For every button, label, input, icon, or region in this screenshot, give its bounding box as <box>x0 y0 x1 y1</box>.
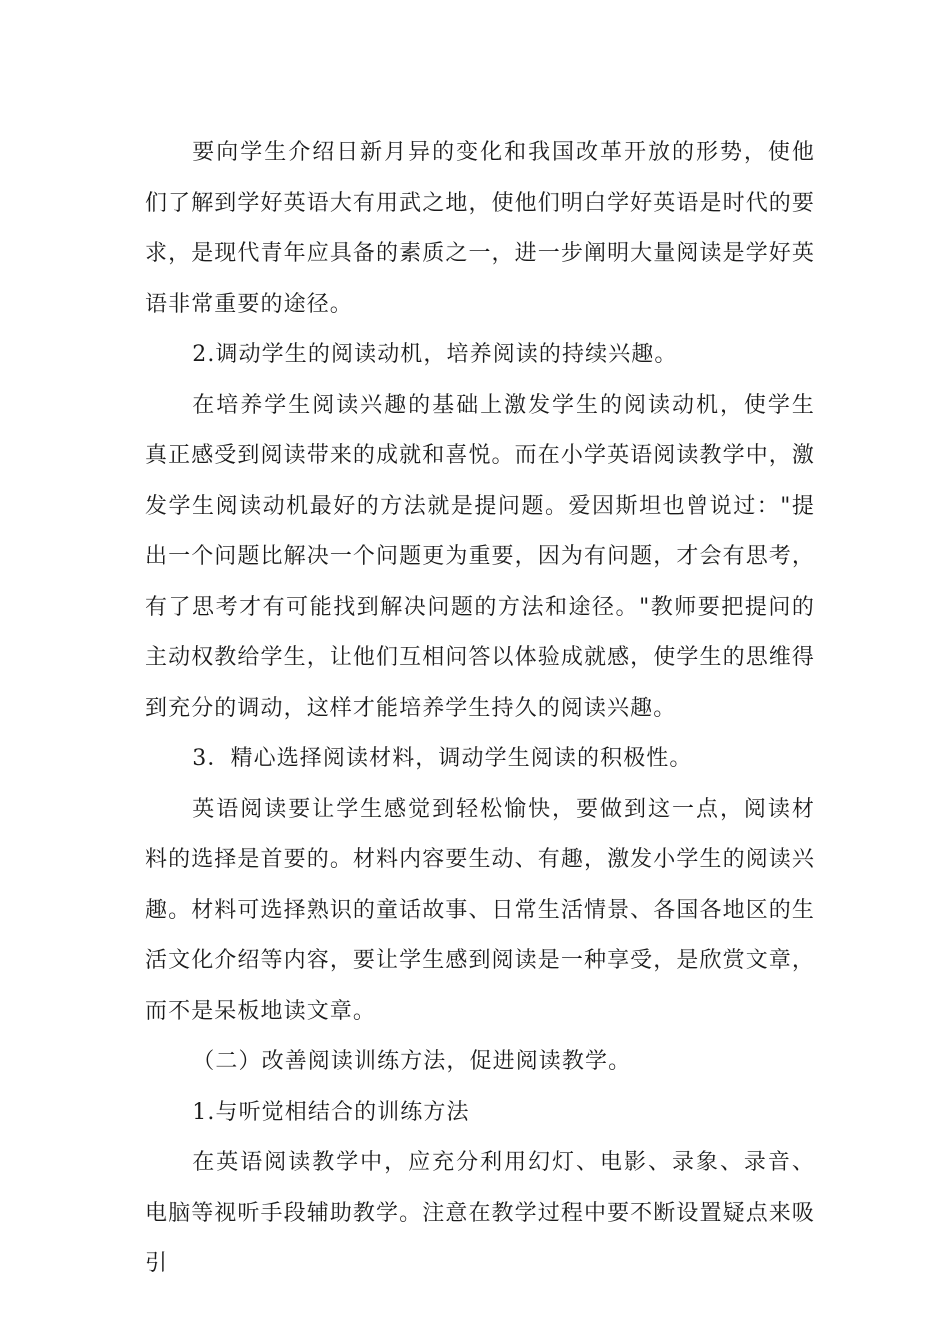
paragraph-intro-motivation: 要向学生介绍日新月异的变化和我国改革开放的形势，使他们了解到学好英语大有用武之地，使他们明白学好英语是时代的要求，是现代青年应具备的素质之一，进一步阐明大量阅读是学好英语非常重要的途径。 <box>145 140 815 317</box>
section-heading-training-methods: （二）改善阅读训练方法，促进阅读教学。 <box>192 1049 632 1074</box>
heading-listening-method: 1.与听觉相结合的训练方法 <box>192 1099 470 1125</box>
document-body <box>145 128 815 1290</box>
paragraph-reading-materials: 英语阅读要让学生感觉到轻松愉快，要做到这一点，阅读材料的选择是首要的。材料内容要生动、有趣，激发小学生的阅读兴趣。材料可选择熟识的童话故事、日常生活情景、各国各地区的生活文化介绍等内容，要让学生感到阅读是一种享受，是欣赏文章，而不是呆板地读文章。 <box>145 796 815 1024</box>
paragraph-reading-motivation: 在培养学生阅读兴趣的基础上激发学生的阅读动机，使学生真正感受到阅读带来的成就和喜悦。而在小学英语阅读教学中，激发学生阅读动机最好的方法就是提问题。爱因斯坦也曾说过："提出一个问题比解决一个问题更为重要，因为有问题，才会有思考，有了思考才有可能找到解决问题的方法和途径。"教师要把提问的主动权教给学生，让他们互相问答以体验成就感，使学生的思维得到充分的调动，这样才能培养学生持久的阅读兴趣。 <box>145 392 815 721</box>
paragraph-listening-method: 在英语阅读教学中，应充分利用幻灯、电影、录象、录音、电脑等视听手段辅助教学。注意在教学过程中要不断设置疑点来吸引 <box>145 1150 815 1276</box>
heading-reading-materials: 3．精心选择阅读材料，调动学生阅读的积极性。 <box>192 746 693 771</box>
heading-reading-motivation: 2.调动学生的阅读动机，培养阅读的持续兴趣。 <box>192 342 678 367</box>
